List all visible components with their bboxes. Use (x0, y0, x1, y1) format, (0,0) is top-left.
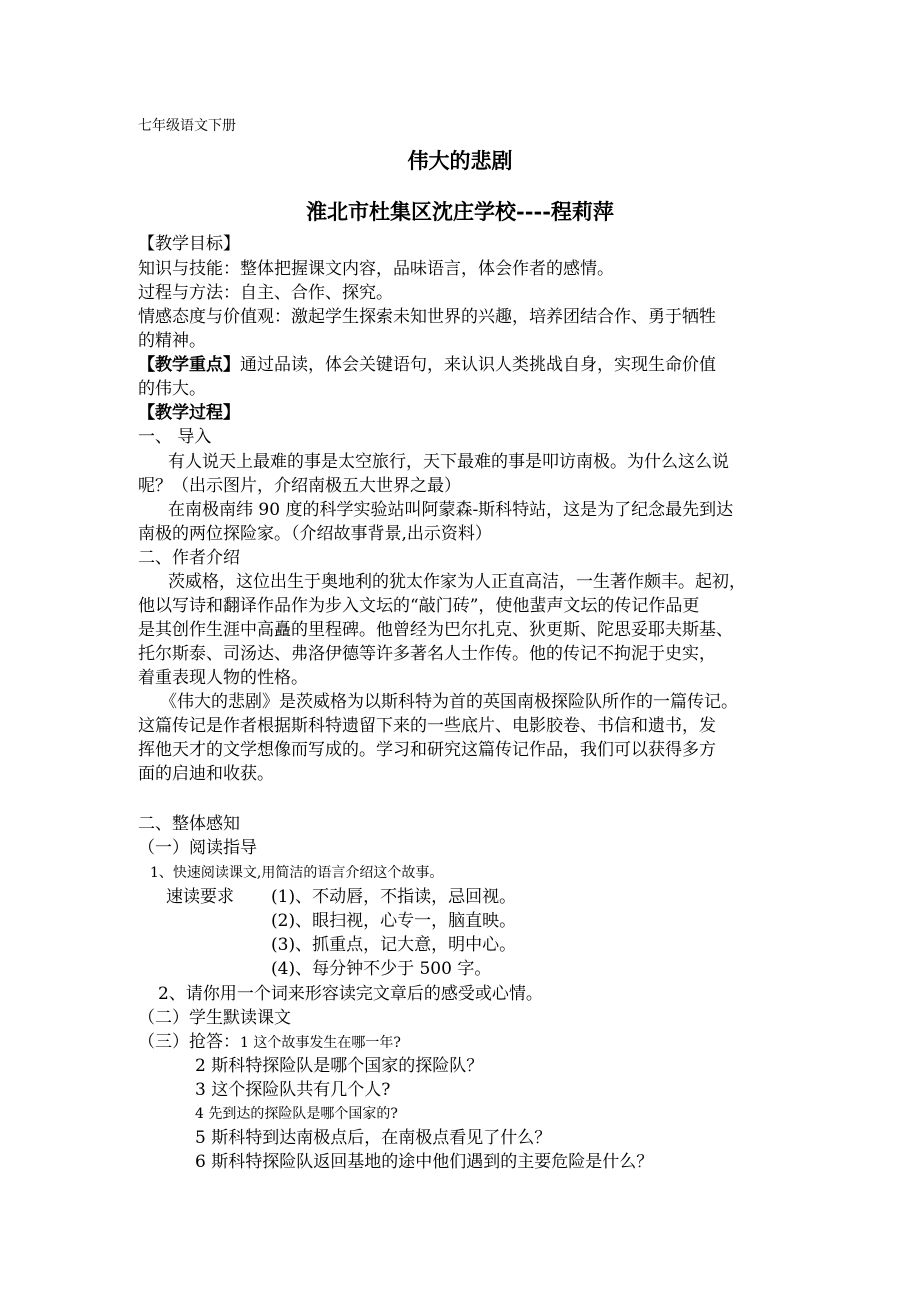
speed-requirement-3: (3)、抓重点，记大意，明中心。 (271, 935, 517, 955)
silent-reading-heading: （二）学生默读课文 (138, 1008, 291, 1028)
question-1: 1 这个故事发生在哪一年? (240, 1035, 401, 1051)
grade-header: 七年级语文下册 (138, 118, 236, 134)
author-heading: 二、作者介绍 (138, 548, 240, 568)
quick-answer-line (138, 1030, 401, 1055)
author-paragraph-line8: 挥他天才的文学想像而写成的。学习和研究这篇传记作品，我们可以获得多方 (138, 740, 716, 760)
question-3: 3 这个探险队共有几个人? (195, 1080, 391, 1100)
focus-heading: 【教学重点】 (138, 355, 240, 375)
author-paragraph-line7: 这篇传记是作者根据斯科特遗留下来的一些底片、电影胶卷、书信和遗书，发 (138, 716, 716, 736)
author-paragraph-line3: 是其创作生涯中高矗的里程碑。他曾经为巴尔扎克、狄更斯、陀思妥耶夫斯基、 (138, 620, 733, 640)
reading-task-1: 1、快速阅读课文,用简洁的语言介绍这个故事。 (150, 865, 444, 881)
question-2: 2 斯科特探险队是哪个国家的探险队？ (195, 1056, 484, 1076)
question-6: 6 斯科特探险队返回基地的途中他们遇到的主要危险是什么？ (195, 1152, 654, 1172)
goal-emotion-line2: 的精神。 (138, 331, 206, 351)
intro-heading: 一、 导入 (138, 427, 212, 447)
focus-line1 (138, 353, 716, 377)
intro-paragraph-line3: 在南极南纬 90 度的科学实验站叫阿蒙森-斯科特站，这是为了纪念最先到达 (168, 500, 734, 520)
question-4: 4 先到达的探险队是哪个国家的? (195, 1106, 398, 1122)
document-subtitle: 淮北市杜集区沈庄学校----程莉萍 (306, 199, 614, 224)
goal-emotion-line1: 情感态度与价值观：激起学生探索未知世界的兴趣，培养团结合作、勇于牺牲 (138, 307, 716, 327)
author-paragraph-line5: 着重表现人物的性格。 (138, 668, 308, 688)
focus-line2: 的伟大。 (138, 379, 206, 399)
author-paragraph-line1: 茨威格，这位出生于奥地利的犹太作家为人正直高洁，一生著作颇丰。起初， (168, 572, 746, 592)
intro-paragraph-line4: 南极的两位探险家。（介绍故事背景,出示资料） (138, 524, 492, 544)
goal-knowledge: 知识与技能：整体把握课文内容，品味语言，体会作者的感情。 (138, 259, 614, 279)
reading-task-2: 2、请你用一个词来形容读完文章后的感受或心情。 (158, 984, 543, 1004)
reading-guide-heading: （一）阅读指导 (138, 838, 257, 858)
goals-heading: 【教学目标】 (138, 234, 240, 254)
document-title: 伟大的悲剧 (407, 148, 513, 173)
author-paragraph-line2: 他以写诗和翻译作品作为步入文坛的“敲门砖”，使他蜚声文坛的传记作品更 (138, 596, 700, 616)
quick-answer-label: （三）抢答： (138, 1032, 240, 1052)
question-5: 5 斯科特到达南极点后，在南极点看见了什么？ (195, 1128, 552, 1148)
speed-requirement-4: (4)、每分钟不少于 500 字。 (271, 959, 492, 979)
speed-reading-label: 速读要求 (166, 887, 234, 907)
speed-requirement-2: (2)、眼扫视，心专一，脑直映。 (271, 911, 517, 931)
process-heading: 【教学过程】 (138, 403, 240, 423)
intro-paragraph-line1: 有人说天上最难的事是太空旅行，天下最难的事是叩访南极。为什么这么说 (168, 452, 729, 472)
author-paragraph-line9: 面的启迪和收获。 (138, 764, 274, 784)
author-paragraph-line6: 《伟大的悲剧》是茨威格为以斯科特为首的英国南极探险队所作的一篇传记。 (160, 692, 738, 712)
intro-paragraph-line2: 呢？（出示图片，介绍南极五大世界之最） (138, 476, 461, 496)
speed-requirement-1: (1)、不动唇，不指读，忌回视。 (271, 887, 517, 907)
overall-heading: 二、整体感知 (138, 814, 240, 834)
goal-process: 过程与方法：自主、合作、探究。 (138, 283, 393, 303)
focus-text: 通过品读，体会关键语句，来认识人类挑战自身，实现生命价值 (240, 355, 716, 375)
author-paragraph-line4: 托尔斯泰、司汤达、弗洛伊德等许多著名人士作传。他的传记不拘泥于史实， (138, 644, 716, 664)
